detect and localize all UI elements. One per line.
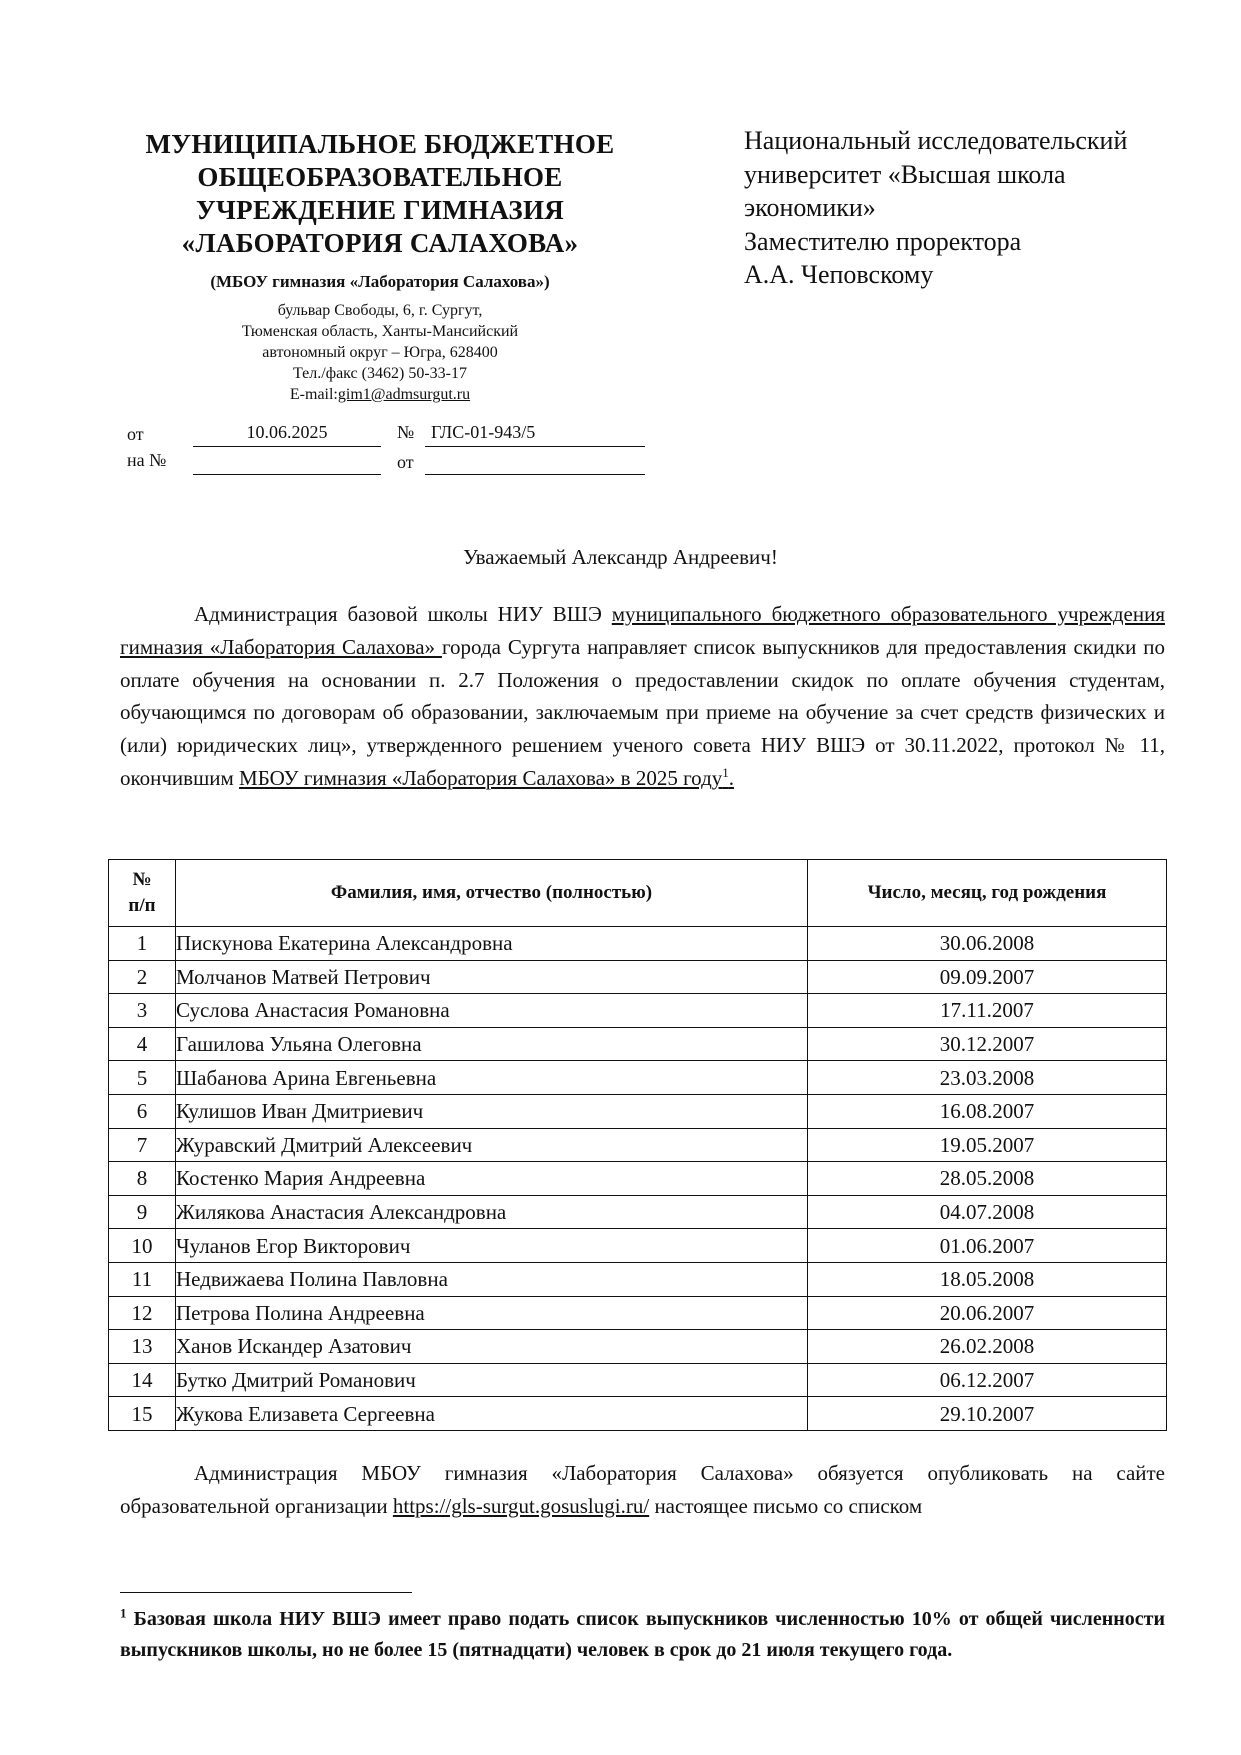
graduate-birth-date: 28.05.2008: [808, 1162, 1167, 1196]
graduate-birth-date: 16.08.2007: [808, 1094, 1167, 1128]
main-paragraph: [120, 598, 1165, 795]
graduate-name: Ханов Искандер Азатович: [176, 1330, 808, 1364]
table-row: [109, 1229, 1167, 1263]
organization-short-name: (МБОУ гимназия «Лаборатория Салахова»): [210, 272, 550, 291]
ref-number-underline: [193, 474, 381, 475]
graduate-name: Костенко Мария Андреевна: [176, 1162, 808, 1196]
school-name-underlined: муниципального бюджетного образовательного учреждения гимназия «Лаборатория Салахова»: [120, 602, 1165, 659]
table-row: [109, 927, 1167, 961]
column-header-number: [109, 860, 176, 927]
school-year-text: МБОУ гимназия «Лаборатория Салахова» в 2025 году: [239, 765, 723, 790]
row-number: 10: [109, 1229, 176, 1263]
ref-date-underline: [425, 474, 645, 475]
table-header-row: [109, 860, 1167, 927]
row-number: 1: [109, 927, 176, 961]
paragraph-end: .: [728, 765, 735, 790]
row-number: 2: [109, 960, 176, 994]
graduate-birth-date: 17.11.2007: [808, 994, 1167, 1028]
table-row: [109, 1262, 1167, 1296]
recipient-line: университет «Высшая школа: [744, 159, 1066, 189]
ref-from-label: от: [397, 452, 414, 472]
email-link[interactable]: gim1@admsurgut.ru: [337, 386, 471, 403]
address-line: Тел./факс (3462) 50-33-17: [293, 365, 467, 382]
graduate-name: Бутко Дмитрий Романович: [176, 1363, 808, 1397]
header-number-line: п/п: [128, 895, 156, 916]
graduate-name: Недвижаева Полина Павловна: [176, 1262, 808, 1296]
paragraph-text: Администрация базовой школы НИУ ВШЭ: [194, 602, 612, 626]
graduate-name: Жилякова Анастасия Александровна: [176, 1195, 808, 1229]
school-year-underlined: [239, 766, 734, 790]
graduate-name: Шабанова Арина Евгеньевна: [176, 1061, 808, 1095]
graduate-birth-date: 04.07.2008: [808, 1195, 1167, 1229]
email-prefix: E-mail:: [289, 386, 338, 403]
graduate-birth-date: 30.12.2007: [808, 1027, 1167, 1061]
row-number: 9: [109, 1195, 176, 1229]
graduate-name: Пискунова Екатерина Александровна: [176, 927, 808, 961]
row-number: 15: [109, 1397, 176, 1431]
table-row: [109, 1061, 1167, 1095]
organization-address: [110, 300, 650, 405]
table-row: [109, 1027, 1167, 1061]
row-number: 5: [109, 1061, 176, 1095]
graduate-birth-date: 26.02.2008: [808, 1330, 1167, 1364]
publication-paragraph: [120, 1457, 1165, 1523]
graduate-birth-date: 30.06.2008: [808, 927, 1167, 961]
paragraph-text: города Сургута направляет список выпускников для предоставления скидки по оплате обучения на основании п. 2.7 Положения о предоставлении скидок по оплате обучения студентам, обучающимся по договорам об образовании, заключаемым при приеме на обучение за счет средств физических и (или) юридических лиц», утвержденного решением ученого совета НИУ ВШЭ от 30.11.2022, протокол № 11, окончившим: [120, 634, 1165, 790]
address-line: бульвар Свободы, 6, г. Сургут,: [277, 302, 483, 319]
org-name-line: «ЛАБОРАТОРИЯ САЛАХОВА»: [181, 228, 579, 258]
table-row: [109, 1330, 1167, 1364]
column-header-name: Фамилия, имя, отчество (полностью): [176, 860, 808, 927]
organization-name: [110, 128, 650, 260]
table-row: [109, 1094, 1167, 1128]
graduate-birth-date: 18.05.2008: [808, 1262, 1167, 1296]
row-number: 7: [109, 1128, 176, 1162]
graduate-birth-date: 01.06.2007: [808, 1229, 1167, 1263]
table-row: [109, 1363, 1167, 1397]
salutation: Уважаемый Александр Андреевич!: [463, 545, 778, 569]
letter-number: ГЛС-01-943/5: [431, 422, 536, 442]
graduate-name: Жукова Елизавета Сергеевна: [176, 1397, 808, 1431]
graduate-name: Журавский Дмитрий Алексеевич: [176, 1128, 808, 1162]
letter-date: 10.06.2025: [246, 422, 328, 442]
table-row: [109, 1397, 1167, 1431]
graduate-birth-date: 29.10.2007: [808, 1397, 1167, 1431]
date-underline: [193, 446, 381, 447]
org-name-line: МУНИЦИПАЛЬНОЕ БЮДЖЕТНОЕ: [145, 129, 615, 159]
row-number: 12: [109, 1296, 176, 1330]
table-row: [109, 1195, 1167, 1229]
row-number: 3: [109, 994, 176, 1028]
row-number: 13: [109, 1330, 176, 1364]
footnote: [120, 1604, 1165, 1666]
footnote-separator: [120, 1592, 412, 1593]
recipient-block: [744, 124, 1184, 292]
graduates-table: [108, 859, 1167, 1431]
recipient-line: экономики»: [744, 193, 876, 222]
recipient-line: Национальный исследовательский: [744, 126, 1128, 155]
address-line: автономный округ – Югра, 628400: [262, 344, 498, 361]
recipient-line: А.А. Чеповскому: [744, 260, 934, 289]
graduate-name: Чуланов Егор Викторович: [176, 1229, 808, 1263]
graduate-name: Петрова Полина Андреевна: [176, 1296, 808, 1330]
table-row: [109, 960, 1167, 994]
graduate-birth-date: 23.03.2008: [808, 1061, 1167, 1095]
email-line: [110, 384, 650, 405]
row-number: 14: [109, 1363, 176, 1397]
row-number: 11: [109, 1262, 176, 1296]
graduate-name: Кулишов Иван Дмитриевич: [176, 1094, 808, 1128]
graduate-name: Суслова Анастасия Романовна: [176, 994, 808, 1028]
number-label: №: [397, 422, 415, 442]
graduate-birth-date: 09.09.2007: [808, 960, 1167, 994]
from-label: от: [127, 424, 144, 444]
graduate-birth-date: 20.06.2007: [808, 1296, 1167, 1330]
header-number-line: №: [132, 869, 152, 890]
address-line: Тюменская область, Ханты-Мансийский: [241, 323, 519, 340]
footnote-mark: 1: [120, 1605, 127, 1621]
paragraph-text: Администрация МБОУ гимназия «Лаборатория Салахова» обязуется опубликовать на сайте образовательной организации: [120, 1461, 1165, 1518]
footnote-text: Базовая школа НИУ ВШЭ имеет право подать список выпускников численностью 10% от общей численности выпускников школы, но не более 15 (пятнадцати) человек в срок до 21 июля текущего года.: [120, 1608, 1166, 1661]
graduate-birth-date: 19.05.2007: [808, 1128, 1167, 1162]
website-link[interactable]: https://gls-surgut.gosuslugi.ru/: [392, 1493, 650, 1518]
ref-number-label: на №: [127, 450, 167, 470]
number-underline: [425, 446, 645, 447]
row-number: 4: [109, 1027, 176, 1061]
table-row: [109, 1128, 1167, 1162]
graduate-birth-date: 06.12.2007: [808, 1363, 1167, 1397]
row-number: 6: [109, 1094, 176, 1128]
org-name-line: ОБЩЕОБРАЗОВАТЕЛЬНОЕ: [197, 162, 563, 192]
graduate-name: Молчанов Матвей Петрович: [176, 960, 808, 994]
table-row: [109, 1162, 1167, 1196]
recipient-line: Заместителю проректора: [744, 226, 1022, 256]
footnote-reference[interactable]: 1: [722, 764, 729, 780]
paragraph-text: настоящее письмо со списком: [649, 1493, 923, 1518]
table-row: [109, 994, 1167, 1028]
row-number: 8: [109, 1162, 176, 1196]
column-header-dob: Число, месяц, год рождения: [808, 860, 1167, 927]
table-row: [109, 1296, 1167, 1330]
graduate-name: Гашилова Ульяна Олеговна: [176, 1027, 808, 1061]
org-name-line: УЧРЕЖДЕНИЕ ГИМНАЗИЯ: [195, 195, 565, 225]
